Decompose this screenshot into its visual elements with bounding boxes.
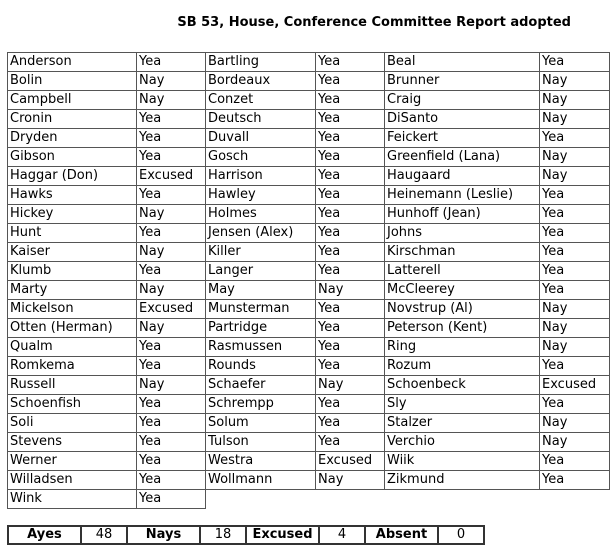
legislator-name: Tulson (206, 433, 316, 452)
vote-value: Yea (137, 433, 206, 452)
vote-value: Yea (316, 224, 385, 243)
vote-value: Nay (137, 205, 206, 224)
nays-label: Nays (127, 526, 200, 544)
legislator-name: Deutsch (206, 110, 316, 129)
legislator-name: Soli (8, 414, 137, 433)
vote-value: Excused (540, 376, 610, 395)
table-row (8, 243, 610, 262)
table-row (8, 167, 610, 186)
legislator-name: Haugaard (385, 167, 540, 186)
vote-value: Yea (540, 186, 610, 205)
vote-value: Nay (540, 91, 610, 110)
legislator-name: Hunhoff (Jean) (385, 205, 540, 224)
legislator-name: Bolin (8, 72, 137, 91)
legislator-name: Solum (206, 414, 316, 433)
legislator-name: Partridge (206, 319, 316, 338)
vote-value: Yea (540, 471, 610, 490)
legislator-name: Klumb (8, 262, 137, 281)
table-row (8, 91, 610, 110)
legislator-name: Wink (8, 490, 137, 509)
legislator-name: Hickey (8, 205, 137, 224)
table-row (8, 357, 610, 376)
vote-value: Nay (540, 300, 610, 319)
legislator-name: Latterell (385, 262, 540, 281)
legislator-name: Werner (8, 452, 137, 471)
vote-value: Yea (137, 395, 206, 414)
legislator-name: Holmes (206, 205, 316, 224)
legislator-name: Rozum (385, 357, 540, 376)
legislator-name: Hawley (206, 186, 316, 205)
legislator-name: Novstrup (Al) (385, 300, 540, 319)
vote-value: Yea (540, 452, 610, 471)
vote-value: Yea (316, 72, 385, 91)
legislator-name: Duvall (206, 129, 316, 148)
report-title: SB 53, House, Conference Committee Report adopted (177, 15, 571, 30)
vote-value: Yea (137, 148, 206, 167)
vote-value: Yea (316, 414, 385, 433)
vote-value: Nay (316, 376, 385, 395)
vote-value: Yea (316, 357, 385, 376)
vote-value: Yea (137, 186, 206, 205)
legislator-name: Mickelson (8, 300, 137, 319)
vote-value: Nay (137, 319, 206, 338)
vote-value: Yea (540, 395, 610, 414)
legislator-name: Romkema (8, 357, 137, 376)
legislator-name: DiSanto (385, 110, 540, 129)
legislator-name: Willadsen (8, 471, 137, 490)
vote-value: Yea (540, 53, 610, 72)
table-row (8, 300, 610, 319)
legislator-name: Beal (385, 53, 540, 72)
legislator-name: Dryden (8, 129, 137, 148)
table-row (8, 186, 610, 205)
vote-value: Nay (137, 243, 206, 262)
vote-value: Yea (137, 129, 206, 148)
vote-value: Nay (540, 72, 610, 91)
legislator-name: Heinemann (Leslie) (385, 186, 540, 205)
legislator-name: Marty (8, 281, 137, 300)
legislator-name: Conzet (206, 91, 316, 110)
legislator-name: Stalzer (385, 414, 540, 433)
vote-value: Yea (316, 205, 385, 224)
table-row (8, 205, 610, 224)
vote-value: Nay (540, 433, 610, 452)
legislator-name: Gosch (206, 148, 316, 167)
vote-value: Yea (316, 53, 385, 72)
legislator-name: Langer (206, 262, 316, 281)
legislator-name: Wollmann (206, 471, 316, 490)
table-row (8, 414, 610, 433)
vote-value: Yea (316, 300, 385, 319)
legislator-name: Bordeaux (206, 72, 316, 91)
legislator-name: Qualm (8, 338, 137, 357)
table-row (8, 262, 610, 281)
legislator-name: Kirschman (385, 243, 540, 262)
legislator-name: McCleerey (385, 281, 540, 300)
legislator-name: Wiik (385, 452, 540, 471)
vote-value: Nay (137, 281, 206, 300)
legislator-name: Greenfield (Lana) (385, 148, 540, 167)
legislator-name: Campbell (8, 91, 137, 110)
vote-value: Yea (540, 205, 610, 224)
table-row (8, 53, 610, 72)
vote-value: Yea (316, 186, 385, 205)
vote-value: Nay (540, 319, 610, 338)
vote-value: Nay (137, 72, 206, 91)
legislator-name: Rasmussen (206, 338, 316, 357)
vote-value: Yea (316, 262, 385, 281)
table-row (8, 490, 610, 509)
table-row (8, 281, 610, 300)
empty-cell (206, 490, 610, 509)
legislator-name: Schoenfish (8, 395, 137, 414)
absent-label: Absent (365, 526, 438, 544)
ayes-label: Ayes (8, 526, 81, 544)
vote-value: Excused (137, 300, 206, 319)
vote-value: Yea (316, 110, 385, 129)
vote-value: Nay (540, 110, 610, 129)
legislator-name: Gibson (8, 148, 137, 167)
vote-value: Yea (540, 262, 610, 281)
vote-value: Yea (316, 91, 385, 110)
legislator-name: Stevens (8, 433, 137, 452)
vote-value: Yea (137, 490, 206, 509)
vote-value: Yea (540, 357, 610, 376)
legislator-name: Munsterman (206, 300, 316, 319)
vote-value: Yea (137, 53, 206, 72)
excused-label: Excused (246, 526, 319, 544)
table-row (8, 471, 610, 490)
legislator-name: Schaefer (206, 376, 316, 395)
excused-count: 4 (319, 526, 365, 544)
legislator-name: Ring (385, 338, 540, 357)
legislator-name: Cronin (8, 110, 137, 129)
vote-value: Yea (540, 243, 610, 262)
legislator-name: Bartling (206, 53, 316, 72)
vote-value: Yea (540, 281, 610, 300)
table-row (8, 129, 610, 148)
table-row (8, 452, 610, 471)
roll-call-table (7, 52, 610, 509)
legislator-name: Otten (Herman) (8, 319, 137, 338)
table-row (8, 319, 610, 338)
table-row (8, 338, 610, 357)
legislator-name: Hunt (8, 224, 137, 243)
legislator-name: Zikmund (385, 471, 540, 490)
vote-value: Yea (316, 319, 385, 338)
vote-value: Yea (137, 338, 206, 357)
legislator-name: Haggar (Don) (8, 167, 137, 186)
vote-value: Yea (316, 129, 385, 148)
legislator-name: Harrison (206, 167, 316, 186)
table-row (8, 148, 610, 167)
vote-value: Nay (540, 338, 610, 357)
vote-value: Yea (137, 471, 206, 490)
legislator-name: Schoenbeck (385, 376, 540, 395)
vote-value: Yea (316, 395, 385, 414)
legislator-name: Sly (385, 395, 540, 414)
vote-value: Yea (540, 224, 610, 243)
vote-value: Excused (316, 452, 385, 471)
legislator-name: Russell (8, 376, 137, 395)
legislator-name: Schrempp (206, 395, 316, 414)
vote-value: Nay (540, 167, 610, 186)
vote-value: Yea (316, 338, 385, 357)
vote-value: Yea (540, 129, 610, 148)
legislator-name: Kaiser (8, 243, 137, 262)
vote-value: Nay (137, 376, 206, 395)
vote-value: Nay (316, 471, 385, 490)
vote-value: Excused (137, 167, 206, 186)
legislator-name: Craig (385, 91, 540, 110)
vote-value: Yea (137, 414, 206, 433)
vote-value: Yea (137, 110, 206, 129)
absent-count: 0 (438, 526, 484, 544)
nays-count: 18 (200, 526, 246, 544)
vote-value: Nay (137, 91, 206, 110)
legislator-name: Johns (385, 224, 540, 243)
vote-value: Nay (316, 281, 385, 300)
vote-value: Yea (137, 357, 206, 376)
table-row (8, 224, 610, 243)
vote-value: Yea (316, 167, 385, 186)
legislator-name: Westra (206, 452, 316, 471)
vote-summary (7, 525, 485, 545)
ayes-count: 48 (81, 526, 127, 544)
vote-value: Yea (137, 224, 206, 243)
vote-value: Yea (137, 452, 206, 471)
vote-value: Yea (316, 243, 385, 262)
table-row (8, 395, 610, 414)
vote-value: Yea (316, 433, 385, 452)
legislator-name: Peterson (Kent) (385, 319, 540, 338)
legislator-name: Anderson (8, 53, 137, 72)
table-row (8, 433, 610, 452)
vote-value: Nay (540, 148, 610, 167)
legislator-name: Hawks (8, 186, 137, 205)
table-row (8, 72, 610, 91)
table-row (8, 110, 610, 129)
legislator-name: Jensen (Alex) (206, 224, 316, 243)
legislator-name: Feickert (385, 129, 540, 148)
vote-value: Nay (540, 414, 610, 433)
vote-value: Yea (137, 262, 206, 281)
vote-value: Yea (316, 148, 385, 167)
legislator-name: May (206, 281, 316, 300)
legislator-name: Killer (206, 243, 316, 262)
legislator-name: Verchio (385, 433, 540, 452)
legislator-name: Brunner (385, 72, 540, 91)
table-row (8, 376, 610, 395)
legislator-name: Rounds (206, 357, 316, 376)
